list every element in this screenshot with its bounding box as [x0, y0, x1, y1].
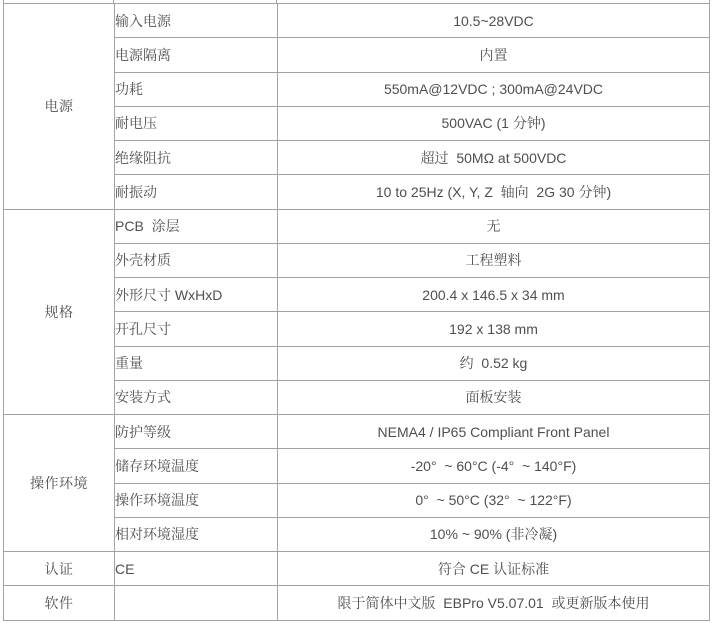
spec-label-cell: 绝缘阻抗 — [115, 141, 278, 175]
table-row — [4, 552, 710, 586]
spec-value-cell: 10 to 25Hz (X, Y, Z 轴向 2G 30 分钟) — [278, 175, 710, 209]
spec-value-cell: 192 x 138 mm — [278, 312, 710, 346]
spec-label-cell — [115, 586, 278, 620]
spec-label-cell: CE — [115, 552, 278, 586]
spec-label-cell: PCB 涂层 — [115, 209, 278, 243]
spec-label-cell: 储存环境温度 — [115, 449, 278, 483]
spec-value-cell: 限于简体中文版 EBPro V5.07.01 或更新版本使用 — [278, 586, 710, 620]
category-cell: 规格 — [4, 209, 115, 415]
spec-label-cell: 安装方式 — [115, 380, 278, 414]
spec-value-cell: 200.4 x 146.5 x 34 mm — [278, 278, 710, 312]
specification-table — [3, 3, 710, 621]
table-row — [4, 209, 710, 243]
spec-value-cell: NEMA4 / IP65 Compliant Front Panel — [278, 415, 710, 449]
spec-value-cell: 内置 — [278, 38, 710, 72]
category-cell: 电源 — [4, 4, 115, 210]
spec-label-cell: 相对环境湿度 — [115, 517, 278, 551]
category-cell: 软件 — [4, 586, 115, 620]
spec-label-cell: 防护等级 — [115, 415, 278, 449]
spec-value-cell: 500VAC (1 分钟) — [278, 106, 710, 140]
spec-value-cell: 0° ~ 50°C (32° ~ 122°F) — [278, 483, 710, 517]
spec-label-cell: 重量 — [115, 346, 278, 380]
category-cell: 认证 — [4, 552, 115, 586]
spec-value-cell: 10% ~ 90% (非冷凝) — [278, 517, 710, 551]
spec-label-cell: 输入电源 — [115, 4, 278, 38]
table-row — [4, 586, 710, 620]
spec-label-cell: 外壳材质 — [115, 243, 278, 277]
spec-label-cell: 耐振动 — [115, 175, 278, 209]
category-cell: 操作环境 — [4, 415, 115, 552]
spec-value-cell: 超过 50MΩ at 500VDC — [278, 141, 710, 175]
spec-value-cell: -20° ~ 60°C (-4° ~ 140°F) — [278, 449, 710, 483]
spec-label-cell: 功耗 — [115, 72, 278, 106]
spec-value-cell: 约 0.52 kg — [278, 346, 710, 380]
spec-value-cell: 无 — [278, 209, 710, 243]
table-row — [4, 415, 710, 449]
table-row — [4, 4, 710, 38]
spec-value-cell: 10.5~28VDC — [278, 4, 710, 38]
spec-label-cell: 耐电压 — [115, 106, 278, 140]
spec-label-cell: 电源隔离 — [115, 38, 278, 72]
spec-label-cell: 操作环境温度 — [115, 483, 278, 517]
spec-label-cell: 开孔尺寸 — [115, 312, 278, 346]
spec-label-cell: 外形尺寸 WxHxD — [115, 278, 278, 312]
spec-value-cell: 550mA@12VDC ; 300mA@24VDC — [278, 72, 710, 106]
spec-value-cell: 工程塑料 — [278, 243, 710, 277]
spec-value-cell: 符合 CE 认证标准 — [278, 552, 710, 586]
spec-value-cell: 面板安装 — [278, 380, 710, 414]
